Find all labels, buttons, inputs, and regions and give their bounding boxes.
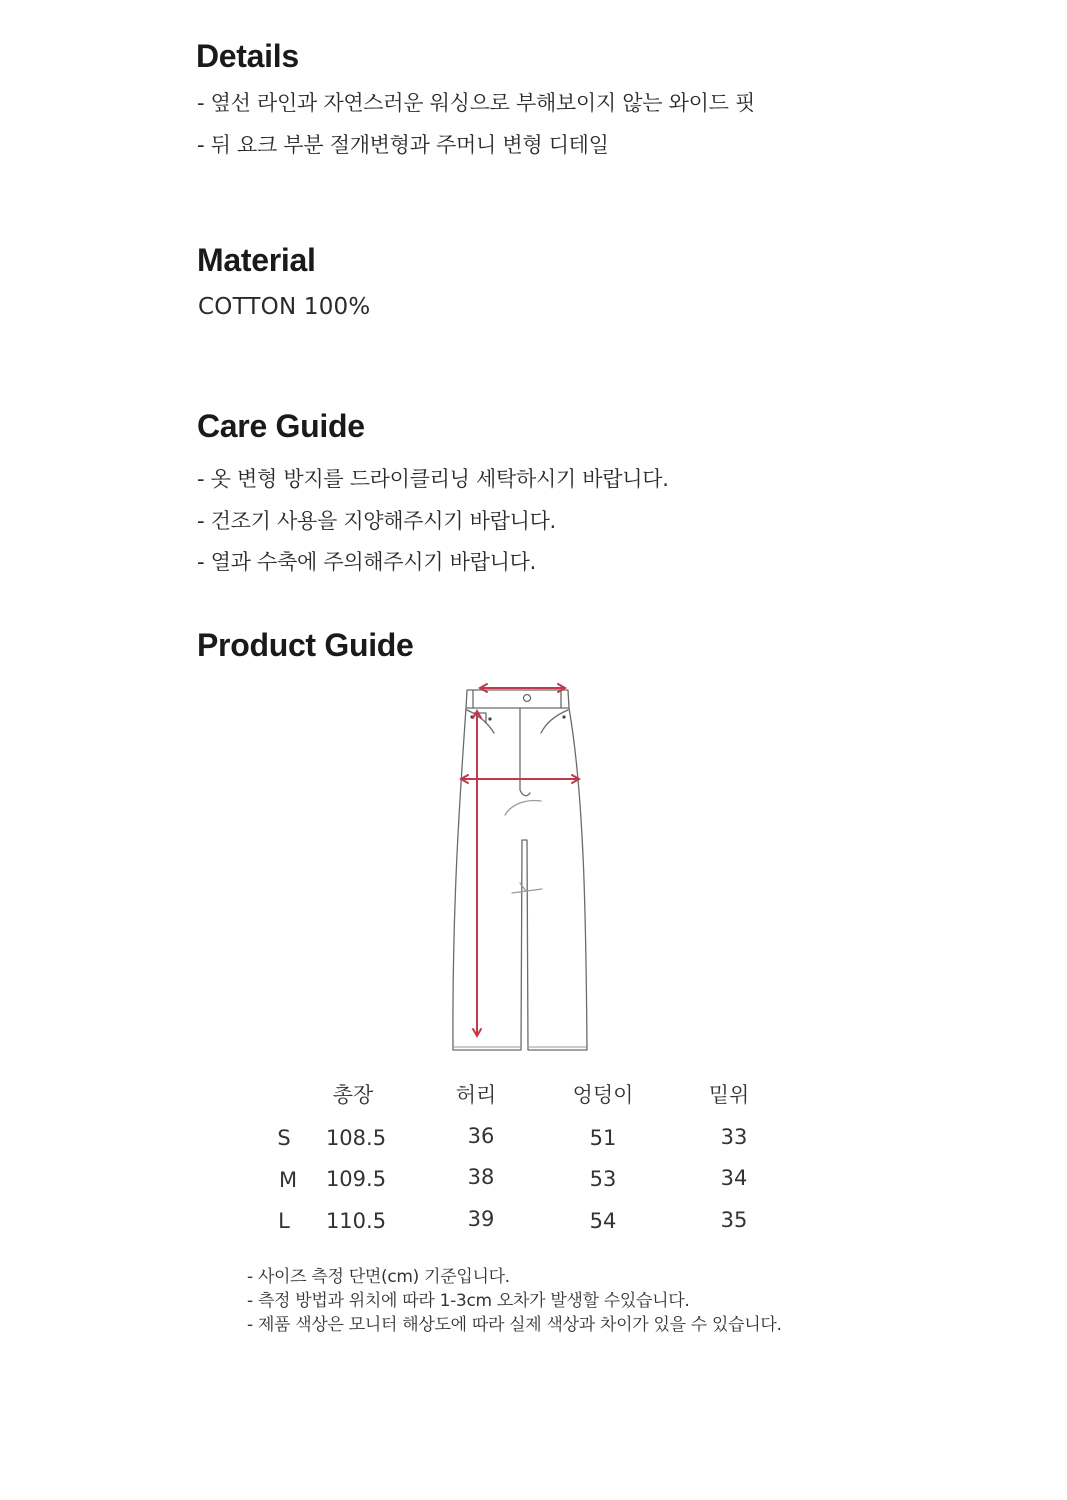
table-cell: 54 (589, 1209, 617, 1233)
header-waist: 허리 (455, 1083, 497, 1107)
table-cell: 34 (720, 1166, 748, 1190)
table-row-size: M (278, 1168, 298, 1192)
table-cell: 108.5 (325, 1126, 387, 1150)
care-guide-heading: Care Guide (197, 408, 365, 444)
material-value: COTTON 100% (198, 294, 371, 320)
table-cell: 53 (589, 1167, 617, 1191)
header-hip: 엉덩이 (572, 1083, 634, 1107)
care-line-3: - 열과 수축에 주의해주시기 바랍니다. (197, 550, 536, 574)
table-cell: 36 (467, 1124, 495, 1148)
pants-diagram (440, 675, 610, 1060)
details-heading: Details (196, 38, 299, 74)
header-total-length: 총장 (332, 1083, 374, 1107)
table-cell: 110.5 (325, 1209, 387, 1233)
size-note-2: - 측정 방법과 위치에 따라 1-3cm 오차가 발생할 수있습니다. (247, 1291, 690, 1311)
product-guide-heading: Product Guide (197, 627, 414, 663)
table-row-size: S (277, 1126, 291, 1150)
size-note-3: - 제품 색상은 모니터 해상도에 따라 실제 색상과 차이가 있을 수 있습니다. (247, 1315, 782, 1335)
table-row-size: L (278, 1209, 290, 1233)
table-cell: 109.5 (325, 1167, 387, 1191)
size-note-1: - 사이즈 측정 단면(cm) 기준입니다. (247, 1267, 510, 1287)
table-cell: 35 (720, 1208, 748, 1232)
care-line-1: - 옷 변형 방지를 드라이클리닝 세탁하시기 바랍니다. (197, 467, 669, 491)
material-heading: Material (197, 242, 316, 278)
table-cell: 39 (467, 1207, 495, 1231)
table-cell: 33 (720, 1125, 748, 1149)
table-cell: 51 (589, 1126, 617, 1150)
header-rise: 밑위 (708, 1083, 750, 1107)
care-line-2: - 건조기 사용을 지양해주시기 바랍니다. (197, 509, 556, 533)
table-cell: 38 (467, 1165, 495, 1189)
details-line-2: - 뒤 요크 부분 절개변형과 주머니 변형 디테일 (197, 133, 609, 157)
details-line-1: - 옆선 라인과 자연스러운 워싱으로 부해보이지 않는 와이드 핏 (197, 91, 755, 115)
